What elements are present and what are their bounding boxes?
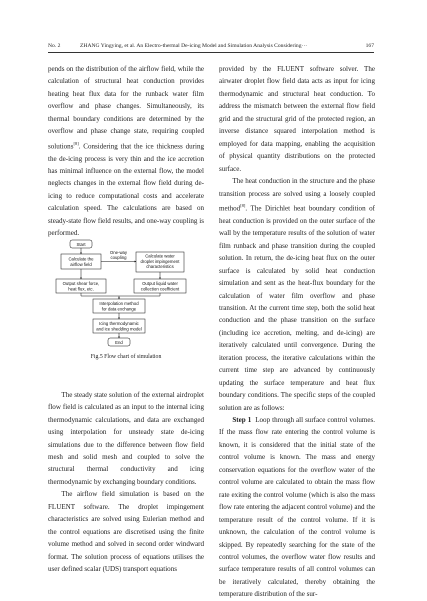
right-paragraph-2: [219, 175, 375, 414]
right-p2-tail: . The Dirichlet heat boundary condition of heat conduction is provided on the outer surface of the wall by the temperature results of the solution of water film runback and phase transition during the coupled solution. In return, the de-icing heat flux on the outer surface is calculated by solid heat conduction simulation and sent as the heat-flux boundary for the calculation of water film overflow and phase transition. At the current time step, both the solid heat conduction and the phase transition on the surface (including ice accretion, melting, and de-icing) are iteratively calculated until convergence. During the iteration process, the iterative calculations within the current time step are advanced by continuously updating the surface temperature and heat flux boundary conditions. The specific steps of the coupled solution are as follows:: [219, 204, 375, 412]
left-p1-tail: . Considering that the ice thickness during the de-icing process is very thin and the ice accretion has minimal influence on the external flow, the model neglects changes in the external flow field during de-icing to reduce computational costs and accelerate calculation speed. The calculations are based on steady-state flow field results, and one-way coupling is performed.: [48, 142, 204, 238]
left-p1-text: pends on the distribution of the airflow field, while the calculation of structural heat conduction provides heating heat flux data for the runback water film overflow and phase changes. Simultaneously, its thermal boundary conditions are determined by the overflow and phase change state, requiring coupled solutions: [48, 65, 204, 151]
step-1-label: Step 1: [232, 416, 252, 425]
start-label: Start: [76, 241, 86, 247]
figure-5-flowchart: [48, 232, 204, 360]
left-paragraph-3: The airflow field simulation is based on the FLUENT software. The droplet impingement characteristics are solved using Eulerian method and the control equations are discretised using the finite volume method and solved in second order windward format. The solution process of equations utilises the user defined scalar (UDS) transport equations: [48, 490, 204, 574]
calc-airflow-line-1: Calculate the: [68, 256, 94, 262]
interp-line-2: for data exchange: [101, 306, 137, 312]
right-column: [219, 63, 375, 601]
calc-water-line-1: Calculate water: [145, 253, 175, 259]
page-number: 167: [365, 43, 374, 49]
running-title: ZHANG Yingying, et al. An Electro-thermal De-icing Model and Simulation Analysis Considering···: [80, 43, 308, 49]
header-rule: [48, 52, 374, 53]
calc-water-line-3: characteristics: [146, 264, 174, 270]
step-1-paragraph: [219, 414, 375, 601]
figure-caption: Fig.5 Flow chart of simulation: [90, 354, 162, 360]
arrow-liquid-interp: [119, 293, 160, 296]
citation-8-right: [8]: [240, 202, 246, 208]
left-paragraph-1: [48, 63, 204, 240]
running-header: [48, 40, 374, 52]
end-label: End: [115, 339, 123, 345]
right-paragraph-1: provided by the FLUENT software solver. The airwater droplet flow field data acts as input for icing thermodynamic and structural heat conduction. To address the mismatch between the external flow field grid and the structural grid of the protected region, an inverse distance squared interpolation method is employed for data mapping, enabling the acquisition of physical quantity distributions on the protected surface.: [219, 65, 375, 173]
left-paragraph-2: The steady state solution of the external airdroplet flow field is calculated as an input to the internal icing thermodynamic calculations, and data are exchanged using interpolation for unsteady state de-icing simulations due to the difference between flow field mesh and solid mesh and coupled to solve the structural thermal conductivity and icing thermodynamic by exchanging boundary conditions.: [48, 390, 204, 486]
output-liquid-line-2: collection coefficient: [140, 286, 180, 292]
icing-line-1: Icing thermodynamic: [99, 321, 139, 327]
interp-line-1: Interpolation method: [99, 301, 139, 307]
flowchart-svg: [48, 232, 204, 352]
calc-airflow-line-2: airflow field: [70, 261, 92, 267]
one-way-line-2: coupling: [110, 255, 127, 260]
calc-water-line-2: droplet impingement: [140, 258, 180, 264]
one-way-line-1: One-way: [109, 250, 128, 255]
output-liquid-line-1: Output liquid water: [142, 281, 178, 287]
arrow-shear-interp: [81, 293, 119, 299]
step-1-text: Loop through all surface control volumes. If the mass flow rate entering the control volume is known, it is considered that the initial state of the control volume is known. The mass and energy conservation equations for the overflow water of the control volume are calculated to obtain the mass flow rate exiting the control volume (which is also the mass flow rate entering the adjacent control volume) and the temperature result of the control volume. If it is unknown, the calculation of the control volume is skipped. By repeatedly searching for the state of the control volumes, the overflow water flow results and surface temperature results of all control volumes can be iteratively calculated, thereby obtaining the temperature distribution of the sur-: [219, 416, 375, 599]
output-shear-line-1: Output shear force,: [62, 281, 100, 287]
right-p2-text: The heat conduction in the structure and the phase transition process are solved using a loosely coupled method: [219, 177, 375, 213]
icing-line-2: and ice shedding model: [96, 326, 142, 332]
citation-8: [8]: [73, 140, 79, 146]
issue-number: No. 2: [48, 43, 61, 49]
output-shear-line-2: heat flux, etc.: [68, 286, 94, 292]
